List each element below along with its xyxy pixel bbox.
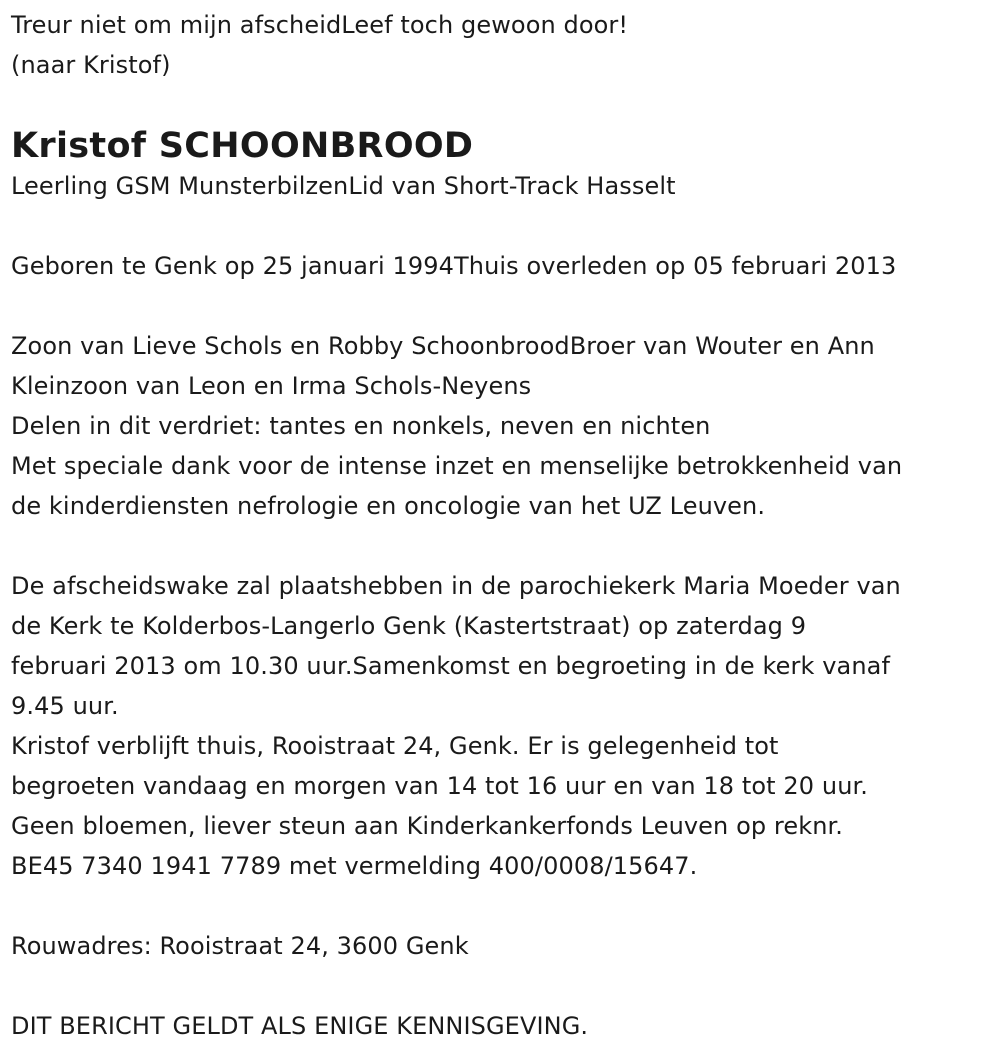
spacer — [11, 966, 996, 1006]
deceased-affiliation: Leerling GSM MunsterbilzenLid van Short-Track Hasselt — [11, 172, 676, 200]
obituary-document — [11, 5, 996, 1046]
mourning-address: Rouwadres: Rooistraat 24, 3600 Genk — [11, 932, 469, 960]
ceremony-line: februari 2013 om 10.30 uur.Samenkomst en begroeting in de kerk vanaf — [11, 652, 890, 680]
ceremony-line: De afscheidswake zal plaatshebben in de parochiekerk Maria Moeder van — [11, 572, 901, 600]
ceremony-line: 9.45 uur. — [11, 692, 119, 720]
ceremony-line: de Kerk te Kolderbos-Langerlo Genk (Kastertstraat) op zaterdag 9 — [11, 612, 807, 640]
family-line: Delen in dit verdriet: tantes en nonkels, neven en nichten — [11, 412, 711, 440]
deceased-name: Kristof SCHOONBROOD — [11, 126, 474, 166]
ceremony-line: Kristof verblijft thuis, Rooistraat 24, Genk. Er is gelegenheid tot — [11, 732, 779, 760]
family-line: Met speciale dank voor de intense inzet en menselijke betrokkenheid van — [11, 452, 903, 480]
ceremony-line: BE45 7340 1941 7789 met vermelding 400/0008/15647. — [11, 852, 698, 880]
motto-attribution: (naar Kristof) — [11, 51, 171, 79]
ceremony-line: Geen bloemen, liever steun aan Kinderkankerfonds Leuven op reknr. — [11, 812, 844, 840]
family-line: de kinderdiensten nefrologie en oncologie van het UZ Leuven. — [11, 492, 766, 520]
spacer — [11, 886, 996, 926]
motto-line: Treur niet om mijn afscheidLeef toch gewoon door! — [11, 11, 629, 39]
family-line: Kleinzoon van Leon en Irma Schols-Neyens — [11, 372, 532, 400]
spacer — [11, 526, 996, 566]
birth-death-line: Geboren te Genk op 25 januari 1994Thuis overleden op 05 februari 2013 — [11, 252, 897, 280]
notice-line: DIT BERICHT GELDT ALS ENIGE KENNISGEVING. — [11, 1012, 589, 1040]
spacer — [11, 206, 996, 246]
ceremony-line: begroeten vandaag en morgen van 14 tot 16 uur en van 18 tot 20 uur. — [11, 772, 869, 800]
family-line: Zoon van Lieve Schols en Robby SchoonbroodBroer van Wouter en Ann — [11, 332, 875, 360]
spacer — [11, 286, 996, 326]
